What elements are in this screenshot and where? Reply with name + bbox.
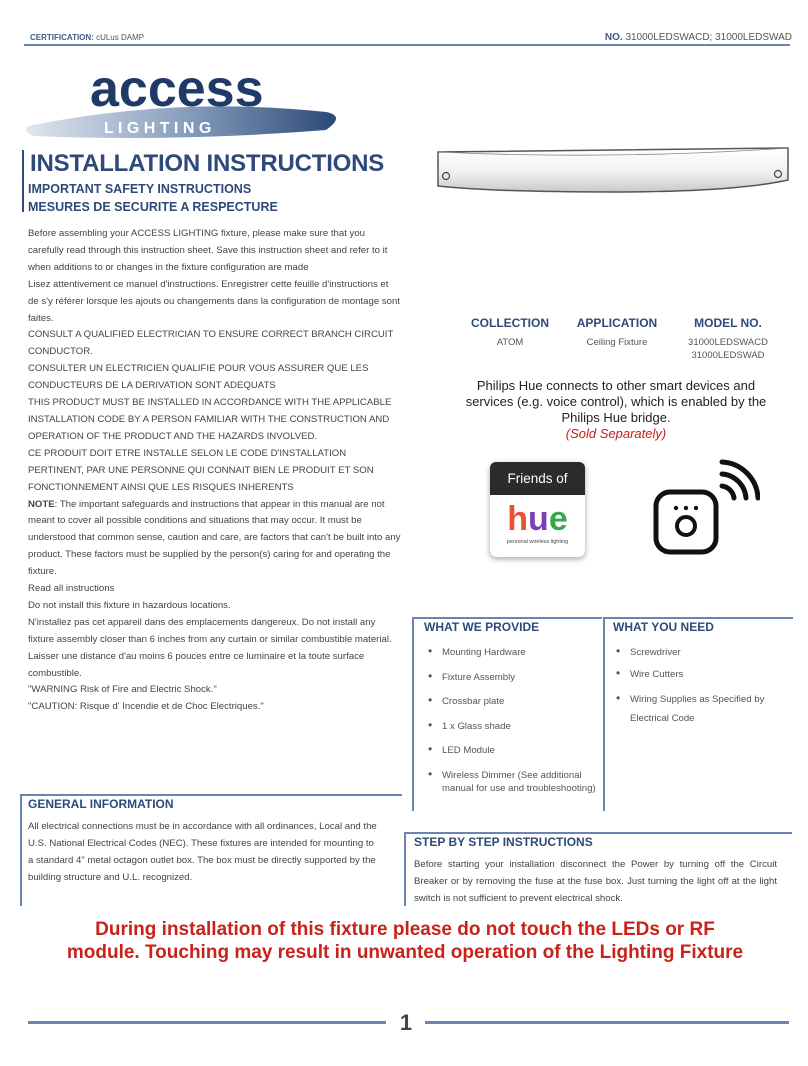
- page-number: 1: [399, 1010, 413, 1035]
- what-you-need-heading: WHAT YOU NEED: [613, 620, 714, 634]
- hue-tagline: personal wireless lighting: [506, 539, 569, 545]
- general-info-text: All electrical connections must be in accordance with all ordinances, Local and the U.S. National Electrical Codes (NEC). These fixtures are intended for mounting to a standard 4" metal octagon outlet box. The box must be directly supported by the building structure and U.L. recognized.: [28, 821, 377, 883]
- access-lighting-logo: [26, 60, 356, 150]
- hue-bridge-icon: [648, 458, 760, 558]
- note-label: NOTE: [28, 498, 55, 510]
- model-number-value: 31000LEDSWACD; 31000LEDSWAD: [625, 32, 792, 43]
- logo-word: access: [90, 60, 264, 118]
- safety-instructions: [28, 226, 401, 716]
- list-item: • Wireless Dimmer (See additional manual for use and troubleshooting): [424, 769, 596, 795]
- header-divider: [24, 44, 790, 46]
- need-list: [612, 646, 782, 728]
- certification-label: CERTIFICATION: cULus DAMP: [30, 33, 145, 42]
- logo-subtitle: L I G H T I N G: [104, 120, 212, 137]
- paragraph: N'installez pas cet appareil dans des emplacements dangereux. Do not install any fixture assembly closer than 6 inches from any curtain or similar combustible material.: [28, 616, 392, 645]
- application-value: Ceiling Fixture: [586, 337, 648, 348]
- provide-list: [424, 646, 596, 795]
- steps-heading: STEP BY STEP INSTRUCTIONS: [414, 835, 593, 849]
- list-item: • Wiring Supplies as Specified by Electrical Code: [612, 690, 782, 728]
- paragraph: Read all instructions: [28, 583, 115, 595]
- hue-wordmark: hue: [507, 500, 568, 538]
- led-warning: During installation of this fixture please do not touch the LEDs or RF module. Touching may result in unwanted operation of the Lighting Fixture: [66, 919, 744, 963]
- paragraph: Laisser une distance d'au moins 6 pouces entre ce luminaire et la toute surface combustible.: [28, 650, 365, 679]
- paragraph: THIS PRODUCT MUST BE INSTALLED IN ACCORDANCE WITH THE APPLICABLE INSTALLATION CODE BY A PERSON FAMILIAR WITH THE CONSTRUCTION AND OPERATION OF THE PRODUCT AND THE HAZARDS INVOLVED.: [28, 397, 392, 442]
- list-item: • Wire Cutters: [612, 668, 782, 681]
- list-item: • Crossbar plate: [424, 695, 596, 708]
- application-label: APPLICATION: [576, 316, 658, 330]
- hue-description: Philips Hue connects to other smart devices and services (e.g. voice control), which is enabled by the Philips Hue bridge. (Sold Separately): [465, 378, 767, 441]
- list-item: • Fixture Assembly: [424, 671, 596, 684]
- safety-subtitle-en: IMPORTANT SAFETY INSTRUCTIONS: [28, 182, 252, 196]
- note-paragraph: NOTE: The important safeguards and instructions that appear in this manual are not meant to cover all possible conditions and situations that may occur. It must be understood that common sense, caution and care, are factors that can't be built into any product. These factors must be supplied by the person(s) caring for and operating the fixture.: [28, 498, 401, 578]
- paragraph: Do not install this fixture in hazardous locations.: [28, 599, 231, 611]
- paragraph: CONSULTER UN ELECTRICIEN QUALIFIE POUR VOUS ASSURER QUE LES CONDUCTEURS DE LA DERIVATION SONT ADEQUATS: [28, 363, 369, 392]
- collection-label: COLLECTION: [471, 316, 549, 330]
- list-item: • LED Module: [424, 744, 596, 757]
- badge-title: Friends of: [507, 471, 568, 486]
- model-value: 31000LEDSWACD: [688, 337, 768, 348]
- page-title: INSTALLATION INSTRUCTIONS: [30, 150, 385, 177]
- general-info-heading: GENERAL INFORMATION: [28, 797, 174, 811]
- list-item: • Mounting Hardware: [424, 646, 596, 659]
- paragraph: "WARNING Risk of Fire and Electric Shock.": [28, 684, 217, 696]
- friends-of-hue-badge: [490, 462, 585, 557]
- fixture-image: [434, 146, 792, 196]
- paragraph: "CAUTION: Risque d' Incendie et de Choc Electriques.": [28, 701, 264, 713]
- paragraph: CE PRODUIT DOIT ETRE INSTALLE SELON LE CODE D'INSTALLATION PERTINENT, PAR UNE PERSONNE QUI CONNAIT BIEN LE PRODUIT ET SON FONCTIONNEMENT AINSI QUE LES RISQUES INHERENTS: [28, 447, 374, 493]
- collection-block: [462, 316, 558, 349]
- model-block: [676, 316, 780, 362]
- model-label: MODEL NO.: [694, 316, 762, 330]
- model-value: 31000LEDSWAD: [691, 350, 765, 361]
- paragraph: Before assembling your ACCESS LIGHTING fixture, please make sure that you carefully read through this instruction sheet. Save this instruction sheet and refer to it when additions to or changes in the fixture configuration are made: [28, 228, 388, 273]
- application-block: [564, 316, 670, 349]
- certification-value: cULus DAMP: [96, 33, 145, 42]
- model-number-header: NO. 31000LEDSWACD; 31000LEDSWAD: [604, 32, 792, 43]
- sold-separately-note: (Sold Separately): [565, 426, 667, 441]
- list-item: • 1 x Glass shade: [424, 720, 596, 733]
- list-item: • Screwdriver: [612, 646, 782, 659]
- footer-divider-right: [425, 1021, 789, 1024]
- paragraph: Lisez attentivement ce manuel d'instructions. Enregistrer cette feuille d'instructions et de s'y référer lorsque les ajouts ou changements dans la configuration de montage sont faites.: [28, 278, 400, 324]
- footer-divider-left: [28, 1021, 386, 1024]
- what-we-provide-heading: WHAT WE PROVIDE: [424, 620, 540, 634]
- collection-value: ATOM: [496, 337, 524, 348]
- steps-text: Before starting your installation disconnect the Power by turning off the Circuit Breaker or by removing the fuse at the fuse box. Just turning the light off at the light switch is not sufficient to prevent electrical shock.: [414, 859, 777, 904]
- title-accent-bar: [22, 150, 24, 212]
- paragraph: CONSULT A QUALIFIED ELECTRICIAN TO ENSURE CORRECT BRANCH CIRCUIT CONDUCTOR.: [28, 329, 394, 358]
- safety-subtitle-fr: MESURES DE SECURITE A RESPECTURE: [28, 200, 278, 214]
